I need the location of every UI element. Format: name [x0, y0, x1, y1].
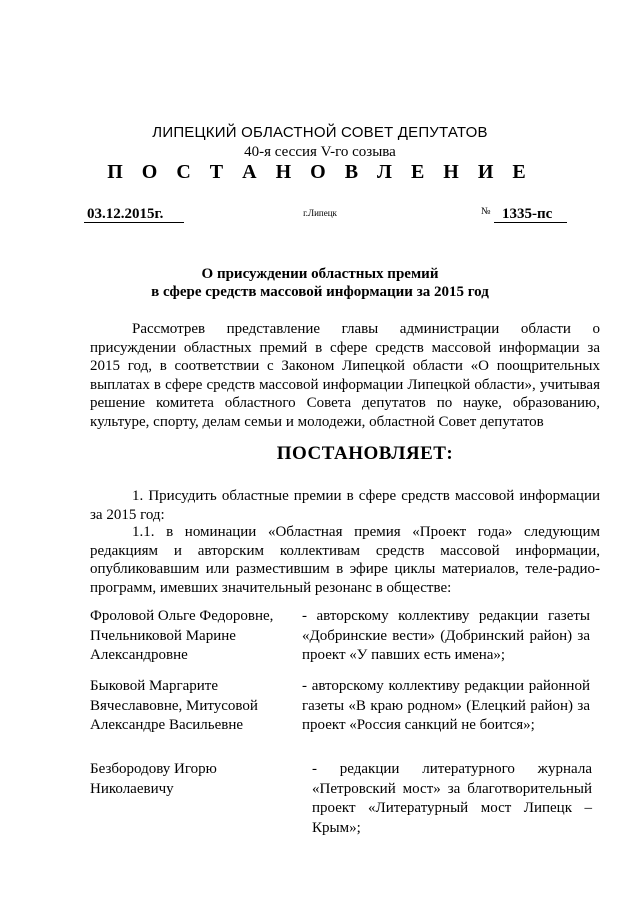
award-description: - редакции литературного журнала «Петровский мост» за благотворительный проект «Литературный мост Липецк – Крым»; [312, 761, 592, 836]
document-number: 1335-пс [502, 206, 553, 222]
award-recipients: Безбородову Игорю Николаевичу [90, 761, 217, 797]
award-recipients: Фроловой Ольге Федоровне, Пчельниковой Марине Александровне [90, 608, 274, 663]
award-description: - авторскому коллективу редакции газеты «Добринские вести» (Добринский район) за проект «У павших есть имена»; [302, 608, 590, 663]
document-title [0, 265, 640, 301]
number-sign: № [481, 206, 491, 217]
document-type: П О С Т А Н О В Л Е Н И Е [107, 161, 533, 183]
session-info: 40-я сессия V-го созыва [244, 144, 396, 160]
title-line-1: О присуждении областных премий [201, 266, 439, 282]
preamble-paragraph: Рассмотрев представление главы администрации области о присуждении областных премий в сфере средств массовой информации за 2015 год, в соответствии с Законом Липецкой области «О поощрительных выплатах в сфере средств массовой информации Липецкой области», учитывая решение комитета областного Совета депутатов по науке, образованию, культуре, спорту, делам семьи и молодежи, областной Совет депутатов [90, 321, 600, 430]
clause-1: 1. Присудить областные премии в сфере средств массовой информации за 2015 год: [90, 488, 600, 523]
clause-1-1: 1.1. в номинации «Областная премия «Проект года» следующим редакциям и авторским коллективам средств массовой информации, опубликовавшим или разместившим в эфире циклы материалов, теле-радио-программ, имевших значительный резонанс в обществе: [90, 524, 600, 596]
document-city: г.Липецк [303, 208, 337, 218]
number-underline [494, 222, 567, 223]
award-description: - авторскому коллективу редакции районной газеты «В краю родном» (Елецкий район) за проект «Россия санкций не боится»; [302, 678, 590, 733]
council-name: ЛИПЕЦКИЙ ОБЛАСТНОЙ СОВЕТ ДЕПУТАТОВ [152, 124, 488, 141]
document-date: 03.12.2015г. [87, 206, 164, 222]
date-underline [84, 222, 184, 223]
resolves-heading: ПОСТАНОВЛЯЕТ: [276, 443, 454, 464]
title-line-2: в сфере средств массовой информации за 2015 год [151, 284, 489, 300]
award-recipients: Быковой Маргарите Вячеславовне, Митусовой Александре Васильевне [90, 678, 258, 733]
